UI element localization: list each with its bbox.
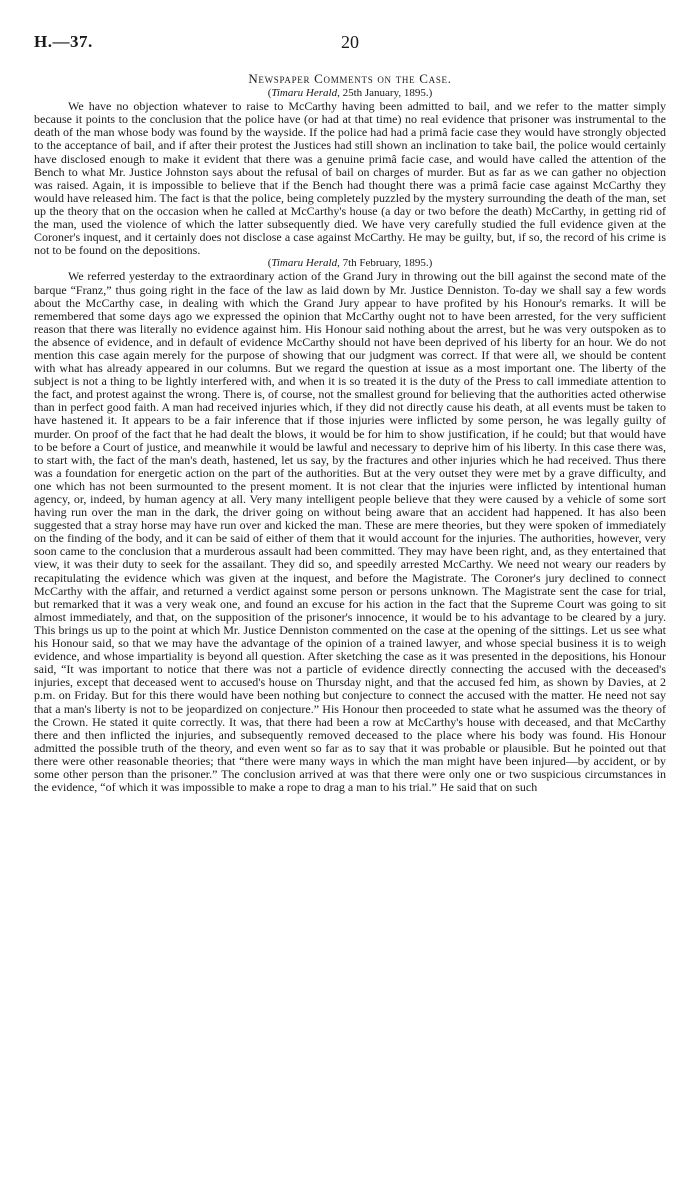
source-citation-2: (Timaru Herald, 7th February, 1895.) [267, 257, 433, 270]
source-date-1: , 25th January, 1895.) [337, 87, 433, 100]
page-number: 20 [341, 32, 359, 52]
document-id: H.—37. [34, 32, 93, 51]
source-date-2: , 7th February, 1895.) [337, 257, 433, 270]
paragraph-1: We have no objection whatever to raise to McCarthy having been admitted to bail, and we refer to the matter simply because it points to the conclusion that the police have (or had at that time) no real evidence that prisoner was instrumental to the death of the man whose body was found by the wayside. If the police had had a primâ facie case they would have strongly objected to the acceptance of bail, and if after their protest the Justices had still shown an inclination to take bail, the police would certainly have disclosed enough to make it evident that there was a genuine primâ facie case, and would have called the attention of the Bench to what Mr. Justice Johnston says about the refusal of bail on charges of murder. But as far as we can gather no objection was raised. Again, it is impossible to believe that if the Bench had thought there was a primâ facie case against McCarthy they would have released him. The fact is that the police, being completely puzzled by the mystery surrounding the death of the man, set up the theory that on the occasion when he called at McCarthy's house (a day or two before the death) McCarthy, in getting rid of the man, used the violence of which the latter subsequently died. We have very carefully studied the full evidence given at the Coroner's inquest, and it certainly does not disclose a case against McCarthy. He may be guilty, but, if so, the record of his crime is not to be found on the depositions. [34, 99, 666, 258]
source-paper-1: Timaru Herald [271, 87, 338, 100]
source-citation-1: (Timaru Herald, 25th January, 1895.) [267, 87, 433, 100]
section-title: Newspaper Comments on the Case. [248, 71, 452, 86]
document-body [34, 72, 666, 794]
source-paper-2: Timaru Herald [271, 257, 338, 270]
paragraph-2: We referred yesterday to the extraordinary action of the Grand Jury in throwing out the bill against the second mate of the barque “Franz,” thus going right in the face of the law as laid down by Mr. Justice Denniston. To-day we shall say a few words about the McCarthy case, in dealing with which the Grand Jury appear to have profited by his Honour's remarks. It will be remembered that some days ago we expressed the opinion that McCarthy ought not to have been arrested, for the very sufficient reason that there was literally no evidence against him. His Honour said nothing about the arrest, but he was very outspoken as to the absence of evidence, and in default of evidence McCarthy should not have been deprived of his liberty for an hour. We do not mention this case again merely for the purpose of showing that our judgment was correct. If that were all, we should be content with what has already appeared in our columns. But we regard the question at issue as a most important one. The liberty of the subject is not a thing to be lightly interfered with, and when it is so treated it is the duty of the Press to call immediate attention to the fact, and protest against the wrong. There is, of course, not the smallest ground for believing that the authorities acted otherwise than in perfect good faith. A man had received injuries which, if they did not directly cause his death, at all events must be taken to have hastened it. It appears to be a fair inference that if those injuries were inflicted by some person, he was legally guilty of murder. On proof of the fact that he had dealt the blows, it would be for him to show justification, if he could; but that would have to be before a Court of justice, and meanwhile it would be lawful and necessary to deprive him of his liberty. In this case there was, to start with, the fact of the man's death, hastened, let us say, by the fractures and other injuries which he had received. Thus there was a foundation for energetic action on the part of the authorities. But at the very outset they were met by a grave difficulty, and one which has not been surmounted to the present moment. It is not clear that the injuries were inflicted by intentional human agency, or, indeed, by human agency at all. Very many intelligent people believe that they were caused by a vehicle of some sort having run over the man in the dark, the driver going on without being aware that an accident had happened. It has also been suggested that a stray horse may have run over and kicked the man. These are mere theories, but they were spoken of immediately on the finding of the body, and it can be said of either of them that it would account for the injuries. The authorities, however, very soon came to the conclusion that a murderous assault had been committed. They may have been right, and, as they entertained that view, it was their duty to seek for the assailant. They did so, and speedily arrested McCarthy. We need not weary our readers by recapitulating the evidence which was given at the inquest, and before the Magistrate. The Coroner's jury declined to connect McCarthy with the affair, and returned a verdict against some person or persons unknown. The Magistrate sent the case for trial, but remarked that it was a very weak one, and found an excuse for his action in the fact that the Supreme Court was going to sit almost immediately, and that, on the supposition of the prisoner's innocence, it would be to his advantage to be cleared by a jury. This brings us up to the point at which Mr. Justice Denniston commented on the case at the opening of the sittings. Let us see what his Honour said, so that we may have the advantage of the opinion of a trained lawyer, and whose special business it is to weigh evidence, and whose impartiality is beyond all question. After sketching the case as it was presented in the depositions, his Honour said, “It was important to notice that there was not a particle of evidence directly connecting the accused with the deceased's injuries, except that deceased went to accused's house on Thursday night, and that the accused fed him, as shown by Davies, at 2 p.m. on Friday. But for this there would have been nothing but conjecture to connect the accused with the matter. He need not say that a man's liberty is not to be jeopardized on conjecture.” His Honour then proceeded to state what he assumed was the theory of the Crown. He stated it quite correctly. It was, that there had been a row at McCarthy's house with deceased, and that McCarthy there and then inflicted the injuries, and subsequently removed deceased to the place where his body was found. His Honour admitted the possible truth of the theory, and even went so far as to say that it was probable or plausible. But he pointed out that there were other reasonable theories; that “there were many ways in which the man might have been injured—by accident, or by some other person than the prisoner.” The conclusion arrived at was that there were only one or two suspicious circumstances in the evidence, “of which it was impossible to make a rope to drag a man to his trial.” He said that on such [34, 269, 666, 795]
